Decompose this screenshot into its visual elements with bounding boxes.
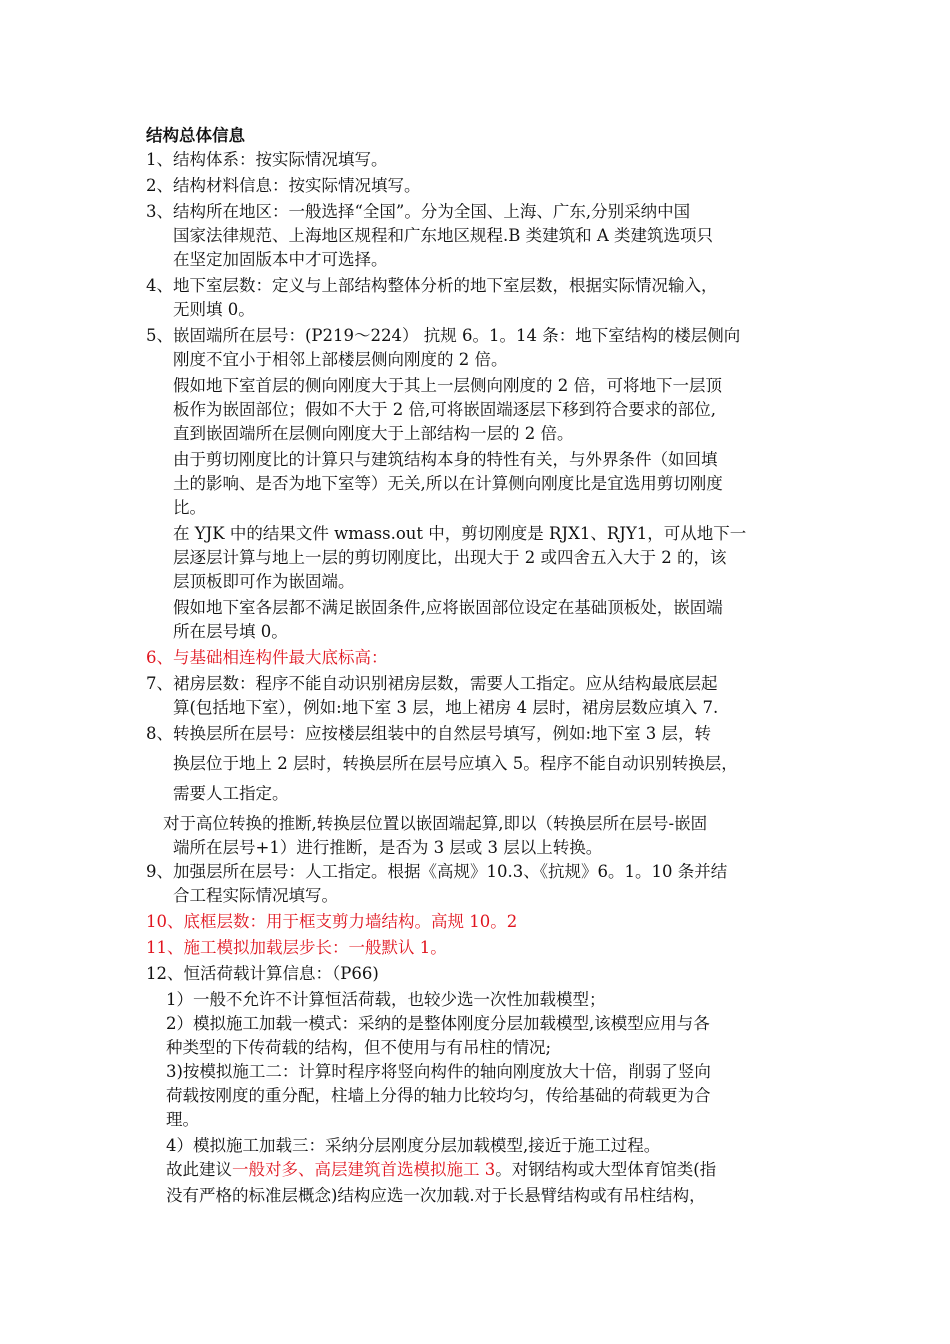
text-line: 10、底框层数：用于框支剪力墙结构。高规 10。2 (146, 912, 518, 931)
text-line: 3)按模拟施工二：计算时程序将竖向构件的轴向刚度放大十倍，削弱了竖向 (166, 1062, 711, 1081)
recommendation-highlight: 一般对多、高层建筑首选模拟施工 3 (232, 1160, 496, 1179)
text-line: 4）模拟施工加载三：采纳分层刚度分层加载模型,接近于施工过程。 (166, 1136, 661, 1155)
text-line: 国家法律规范、上海地区规程和广东地区规程.B 类建筑和 A 类建筑选项只 (173, 226, 714, 245)
text-line: 5、嵌固端所在层号：(P219～224） 抗规 6。1。14 条：地下室结构的楼层侧向 (146, 326, 741, 345)
text-line: 没有严格的标准层概念)结构应选一次加载.对于长悬臂结构或有吊柱结构， (166, 1186, 706, 1205)
text-line: 无则填 0。 (173, 300, 255, 319)
text-line: 假如地下室首层的侧向刚度大于其上一层侧向刚度的 2 倍，可将地下一层顶 (173, 376, 722, 395)
text-line: 理。 (166, 1110, 199, 1129)
text-line: 4、地下室层数：定义与上部结构整体分析的地下室层数，根据实际情况输入， (146, 276, 718, 295)
text-line: 8、转换层所在层号：应按楼层组装中的自然层号填写，例如:地下室 3 层，转 (146, 724, 712, 743)
text-line: 板作为嵌固部位；假如不大于 2 倍,可将嵌固端逐层下移到符合要求的部位, (173, 400, 716, 419)
text-line: 对于高位转换的推断,转换层位置以嵌固端起算,即以（转换层所在层号-嵌固 (163, 814, 708, 833)
text-line: 7、裙房层数：程序不能自动识别裙房层数，需要人工指定。应从结构最底层起 (146, 674, 718, 693)
text-line: 层逐层计算与地上一层的剪切刚度比，出现大于 2 或四舍五入大于 2 的，该 (173, 548, 727, 567)
text-line: 刚度不宜小于相邻上部楼层侧向刚度的 2 倍。 (173, 350, 508, 369)
text-line: 层顶板即可作为嵌固端。 (173, 572, 355, 591)
text-line: 12、恒活荷载计算信息：（P66) (146, 964, 379, 983)
text-line: 6、与基础相连构件最大底标高： (146, 648, 388, 667)
text-line: 所在层号填 0。 (173, 622, 288, 641)
text-line: 1、结构体系：按实际情况填写。 (146, 150, 388, 169)
text-line: 1）一般不允许不计算恒活荷载，也较少选一次性加载模型； (166, 990, 606, 1009)
text-line: 种类型的下传荷载的结构，但不使用与有吊柱的情况; (166, 1038, 552, 1057)
text-line: 9、加强层所在层号：人工指定。根据《高规》10.3、《抗规》6。1。10 条并结 (146, 862, 728, 881)
recommendation-prefix: 故此建议 (166, 1160, 232, 1179)
text-line: 3、结构所在地区：一般选择“全国”。分为全国、上海、广东,分别采纳中国 (146, 202, 691, 221)
text-line: 直到嵌固端所在层侧向刚度大于上部结构一层的 2 倍。 (173, 424, 574, 443)
text-line: 换层位于地上 2 层时，转换层所在层号应填入 5。程序不能自动识别转换层， (173, 754, 738, 773)
text-line: 2）模拟施工加载一模式：采纳的是整体刚度分层加载模型,该模型应用与各 (166, 1014, 710, 1033)
text-line: 合工程实际情况填写。 (173, 886, 338, 905)
text-line: 需要人工指定。 (173, 784, 289, 803)
text-line: 端所在层号+1）进行推断，是否为 3 层或 3 层以上转换。 (173, 838, 603, 857)
text-line: 由于剪切刚度比的计算只与建筑结构本身的特性有关，与外界条件（如回填 (173, 450, 718, 469)
text-line: 11、施工模拟加载层步长：一般默认 1。 (146, 938, 447, 957)
section-heading: 结构总体信息 (146, 126, 245, 145)
recommendation-suffix: 。对钢结构或大型体育馆类(指 (495, 1160, 717, 1179)
text-line: 算(包括地下室），例如:地下室 3 层，地上裙房 4 层时，裙房层数应填入 7. (173, 698, 719, 717)
text-line: 比。 (173, 498, 206, 517)
text-line: 2、结构材料信息：按实际情况填写。 (146, 176, 421, 195)
text-line: 在坚定加固版本中才可选择。 (173, 250, 388, 269)
text-line: 在 YJK 中的结果文件 wmass.out 中，剪切刚度是 RJX1、RJY1，可从地下一 (173, 524, 747, 543)
text-line: 假如地下室各层都不满足嵌固条件,应将嵌固部位设定在基础顶板处，嵌固端 (173, 598, 723, 617)
recommendation-line (166, 1158, 716, 1182)
text-line: 荷载按刚度的重分配，柱墙上分得的轴力比较均匀，传给基础的荷载更为合 (166, 1086, 711, 1105)
text-line: 土的影响、是否为地下室等）无关,所以在计算侧向刚度比是宜选用剪切刚度 (173, 474, 723, 493)
